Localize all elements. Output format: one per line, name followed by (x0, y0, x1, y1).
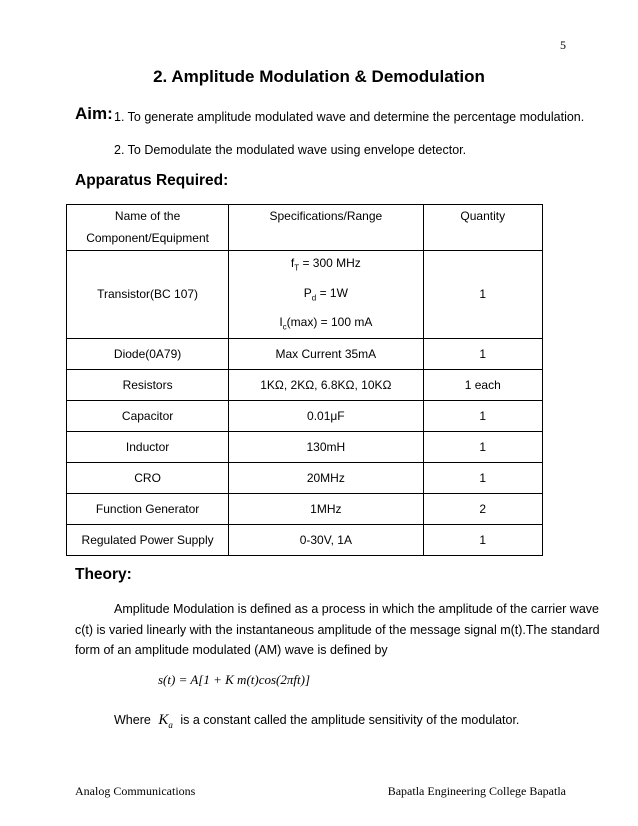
theory-paragraph-line-3: form of an amplitude modulated (AM) wave is defined by (75, 643, 388, 657)
transistor-qty-cell: 1 (423, 251, 543, 339)
table-row (67, 463, 543, 494)
page-number: 5 (560, 38, 566, 52)
footer-college-name: Bapatla Engineering College Bapatla (387, 784, 566, 798)
spec-ic: $I_c(\max) = 100$ mA (279, 315, 373, 332)
row-name-cell: CRO (67, 463, 229, 494)
row-spec-cell: 0.01μF (229, 401, 423, 432)
row-spec-cell: 0-30V, 1A (229, 525, 423, 556)
row-qty-cell: 1 (423, 525, 543, 556)
apparatus-heading: Apparatus Required: (75, 172, 229, 189)
header-qty-cell: Quantity (423, 205, 543, 251)
where-text-after: is a constant called the amplitude sensitivity of the modulator. (180, 713, 520, 727)
row-spec-cell: Max Current 35mA (229, 339, 423, 370)
spec-pd: $P_d = 1W$ (303, 285, 348, 303)
row-spec-cell: 130mH (229, 432, 423, 463)
aim-label: Aim: (75, 104, 113, 123)
apparatus-table (66, 204, 543, 556)
footer-course-name: Analog Communications (75, 784, 196, 798)
transistor-name-cell: Transistor(BC 107) (67, 251, 229, 339)
header-spec-cell: Specifications/Range (229, 205, 423, 251)
page-title: 2. Amplitude Modulation & Demodulation (153, 67, 485, 86)
aim-item-1: 1. To generate amplitude modulated wave and determine the percentage modulation. (114, 110, 585, 124)
row-qty-cell: 1 (423, 401, 543, 432)
aim-item-2: 2. To Demodulate the modulated wave using envelope detector. (114, 143, 467, 157)
spec-ft: $f_T = 300$ MHz (290, 256, 361, 273)
where-sentence (114, 712, 519, 730)
theory-paragraph-line-2: c(t) is varied linearly with the instantaneous amplitude of the message signal m(t).The standard (75, 623, 600, 637)
table-header-row (67, 205, 543, 251)
table-row (67, 401, 543, 432)
table-row (67, 494, 543, 525)
ka-symbol: $K_a$ (158, 712, 173, 730)
row-qty-cell: 1 (423, 463, 543, 494)
row-qty-cell: 1 (423, 339, 543, 370)
row-qty-cell: 2 (423, 494, 543, 525)
row-spec-cell: 20MHz (229, 463, 423, 494)
table-row (67, 432, 543, 463)
theory-heading: Theory: (75, 566, 132, 583)
row-qty-cell: 1 (423, 432, 543, 463)
table-row (67, 339, 543, 370)
row-qty-cell: 1 each (423, 370, 543, 401)
row-name-cell: Diode(0A79) (67, 339, 229, 370)
table-row (67, 370, 543, 401)
header-name-line1: Name of the (114, 209, 181, 223)
row-spec-cell: 1KΩ, 2KΩ, 6.8KΩ, 10KΩ (229, 370, 423, 401)
row-name-cell: Inductor (67, 432, 229, 463)
row-spec-cell: 1MHz (229, 494, 423, 525)
header-name-line2: Component/Equipment (86, 231, 209, 245)
where-text-before: Where (114, 713, 151, 727)
header-name-cell (67, 205, 229, 251)
row-name-cell: Function Generator (67, 494, 229, 525)
table-row (67, 525, 543, 556)
transistor-spec-cell (229, 251, 423, 339)
theory-paragraph-line-1: Amplitude Modulation is defined as a process in which the amplitude of the carrier wave (114, 602, 599, 616)
row-name-cell: Regulated Power Supply (67, 525, 229, 556)
table-row (67, 251, 543, 339)
am-wave-formula: s(t) = A[1 + K m(t)cos(2πft)] (158, 672, 311, 687)
row-name-cell: Capacitor (67, 401, 229, 432)
row-name-cell: Resistors (67, 370, 229, 401)
